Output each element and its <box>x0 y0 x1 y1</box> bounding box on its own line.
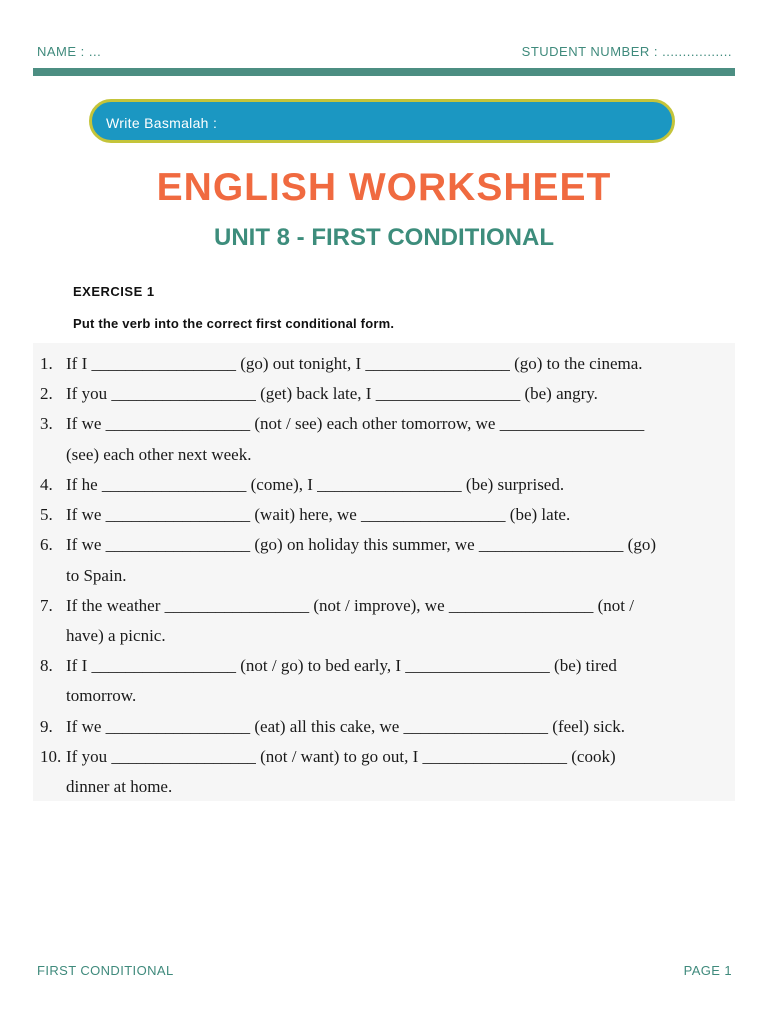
exercise-line <box>33 500 735 530</box>
exercise-line <box>33 440 735 470</box>
exercise-line <box>33 712 735 742</box>
exercise-line <box>33 591 735 621</box>
header-rule <box>33 68 735 76</box>
exercise-number: 3. <box>40 414 53 433</box>
exercise-line <box>33 651 735 681</box>
exercise-text: If the weather _________________ (not / improve), we _________________ (not / <box>66 596 634 615</box>
exercise-number: 9. <box>40 717 53 736</box>
exercise-number: 6. <box>40 535 53 554</box>
exercise-text: If we _________________ (wait) here, we _________________ (be) late. <box>66 505 571 524</box>
exercise-text: If we _________________ (go) on holiday this summer, we _________________ (go) <box>66 535 657 554</box>
worksheet-subtitle: UNIT 8 - FIRST CONDITIONAL <box>214 224 554 251</box>
exercise-number: 10. <box>40 747 62 766</box>
exercise-label: EXERCISE 1 <box>73 284 155 299</box>
exercise-line <box>33 470 735 500</box>
exercise-text: If I _________________ (go) out tonight, I _________________ (go) to the cinema. <box>66 354 643 373</box>
exercise-instruction: Put the verb into the correct first conditional form. <box>73 316 395 331</box>
exercise-number: 5. <box>40 505 53 524</box>
exercise-number: 2. <box>40 384 53 403</box>
exercise-line <box>33 530 735 560</box>
exercise-text: to Spain. <box>66 566 127 585</box>
name-label: NAME : ... <box>37 44 102 59</box>
exercise-text: tomorrow. <box>66 686 137 705</box>
page-number: PAGE 1 <box>683 963 732 978</box>
exercise-text: dinner at home. <box>66 777 173 796</box>
exercise-line <box>33 379 735 409</box>
exercise-text: If I _________________ (not / go) to bed early, I _________________ (be) tired <box>66 656 617 675</box>
exercise-number: 1. <box>40 354 53 373</box>
basmalah-box <box>89 99 675 143</box>
exercise-line <box>33 349 735 379</box>
exercise-text: If he _________________ (come), I _________________ (be) surprised. <box>66 475 565 494</box>
basmalah-label: Write Basmalah : <box>106 115 218 131</box>
exercise-line <box>33 409 735 439</box>
exercise-text: If we _________________ (not / see) each other tomorrow, we _________________ <box>66 414 645 433</box>
exercise-line <box>33 681 735 711</box>
footer-title: FIRST CONDITIONAL <box>37 963 174 978</box>
exercise-text: have) a picnic. <box>66 626 166 645</box>
exercise-text: If we _________________ (eat) all this cake, we _________________ (feel) sick. <box>66 717 625 736</box>
exercise-text: (see) each other next week. <box>66 445 252 464</box>
exercise-line <box>33 561 735 591</box>
exercise-text: If you _________________ (not / want) to go out, I _________________ (cook) <box>66 747 616 766</box>
worksheet-title: ENGLISH WORKSHEET <box>156 166 612 209</box>
exercise-number: 7. <box>40 596 53 615</box>
exercise-number: 4. <box>40 475 53 494</box>
exercise-line <box>33 621 735 651</box>
exercise-number: 8. <box>40 656 53 675</box>
student-number-label: STUDENT NUMBER : ................. <box>521 44 732 59</box>
exercise-text: If you _________________ (get) back late, I _________________ (be) angry. <box>66 384 598 403</box>
exercise-line <box>33 742 735 772</box>
exercise-line <box>33 772 735 802</box>
